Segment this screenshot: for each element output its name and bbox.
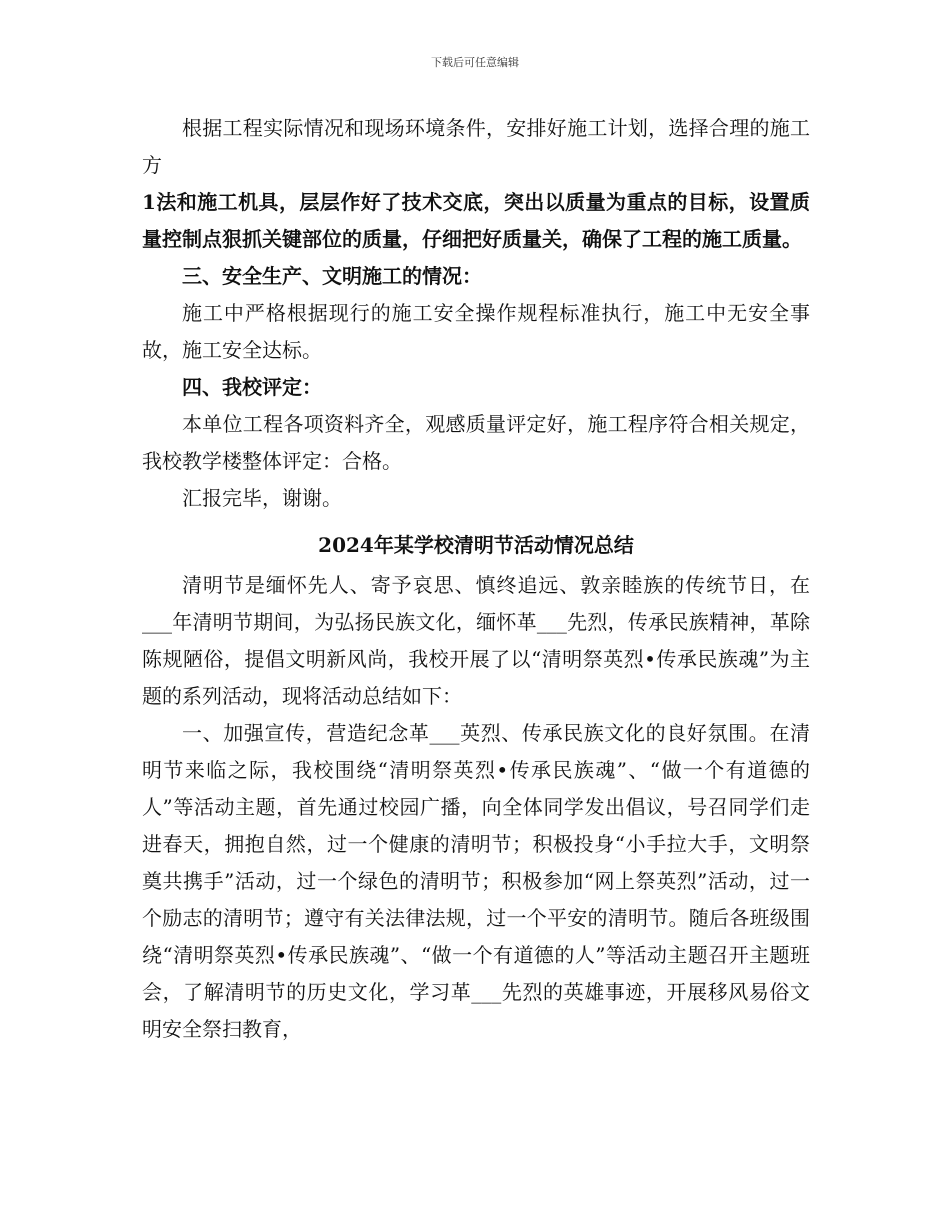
section-heading-safety: 三、安全生产、文明施工的情况： [182,264,482,288]
paragraph-publicity: 一、加强宣传，营造纪念革___英烈、传承民族文化的良好氛围。在清明节来临之际，我校围绕“清明祭英烈•传承民族魂”、“做一个有道德的人”等活动主题，首先通过校园广播，向全体同学发出倡议，号召同学们走进春天，拥抱自然，过一个健康的清明节；积极投身“小手拉大手，文明祭奠共携手”活动，过一个绿色的清明节；积极参加“网上祭英烈”活动，过一个励志的清明节；遵守有关法律法规，过一个平安的清明节。随后各班级围绕“清明祭英烈•传承民族魂”、“做一个有道德的人”等活动主题召开主题班会，了解清明节的历史文化，学习革___先烈的英雄事迹，开展移风易俗文明安全祭扫教育， [142,721,810,1041]
section-heading-evaluation: 四、我校评定： [182,375,322,399]
paragraph-quality-control: 1法和施工机具，层层作好了技术交底，突出以质量为重点的目标，设置质量控制点狠抓关键部位的质量，仔细把好质量关，确保了工程的施工质量。 [142,190,810,251]
document-title: 2024年某学校清明节活动情况总结 [318,533,634,557]
document-content [142,110,810,1048]
paragraph-safety: 施工中严格根据现行的施工安全操作规程标准执行，施工中无安全事故，施工安全达标。 [142,301,810,362]
paragraph-intro: 清明节是缅怀先人、寄予哀思、慎终追远、敦亲睦族的传统节日，在___年清明节期间，为弘扬民族文化，缅怀革___先烈，传承民族精神，革除陈规陋俗，提倡文明新风尚，我校开展了以“清明祭英烈•传承民族魂”为主题的系列活动，现将活动总结如下： [142,573,810,708]
paragraph-evaluation: 本单位工程各项资料齐全，观感质量评定好，施工程序符合相关规定，我校教学楼整体评定：合格。 [142,412,810,473]
paragraph-construction-plan: 根据工程实际情况和现场环境条件，安排好施工计划，选择合理的施工方 [142,116,810,177]
paragraph-closing: 汇报完毕，谢谢。 [182,486,342,510]
page-header-note: 下载后可任意编辑 [431,56,519,69]
